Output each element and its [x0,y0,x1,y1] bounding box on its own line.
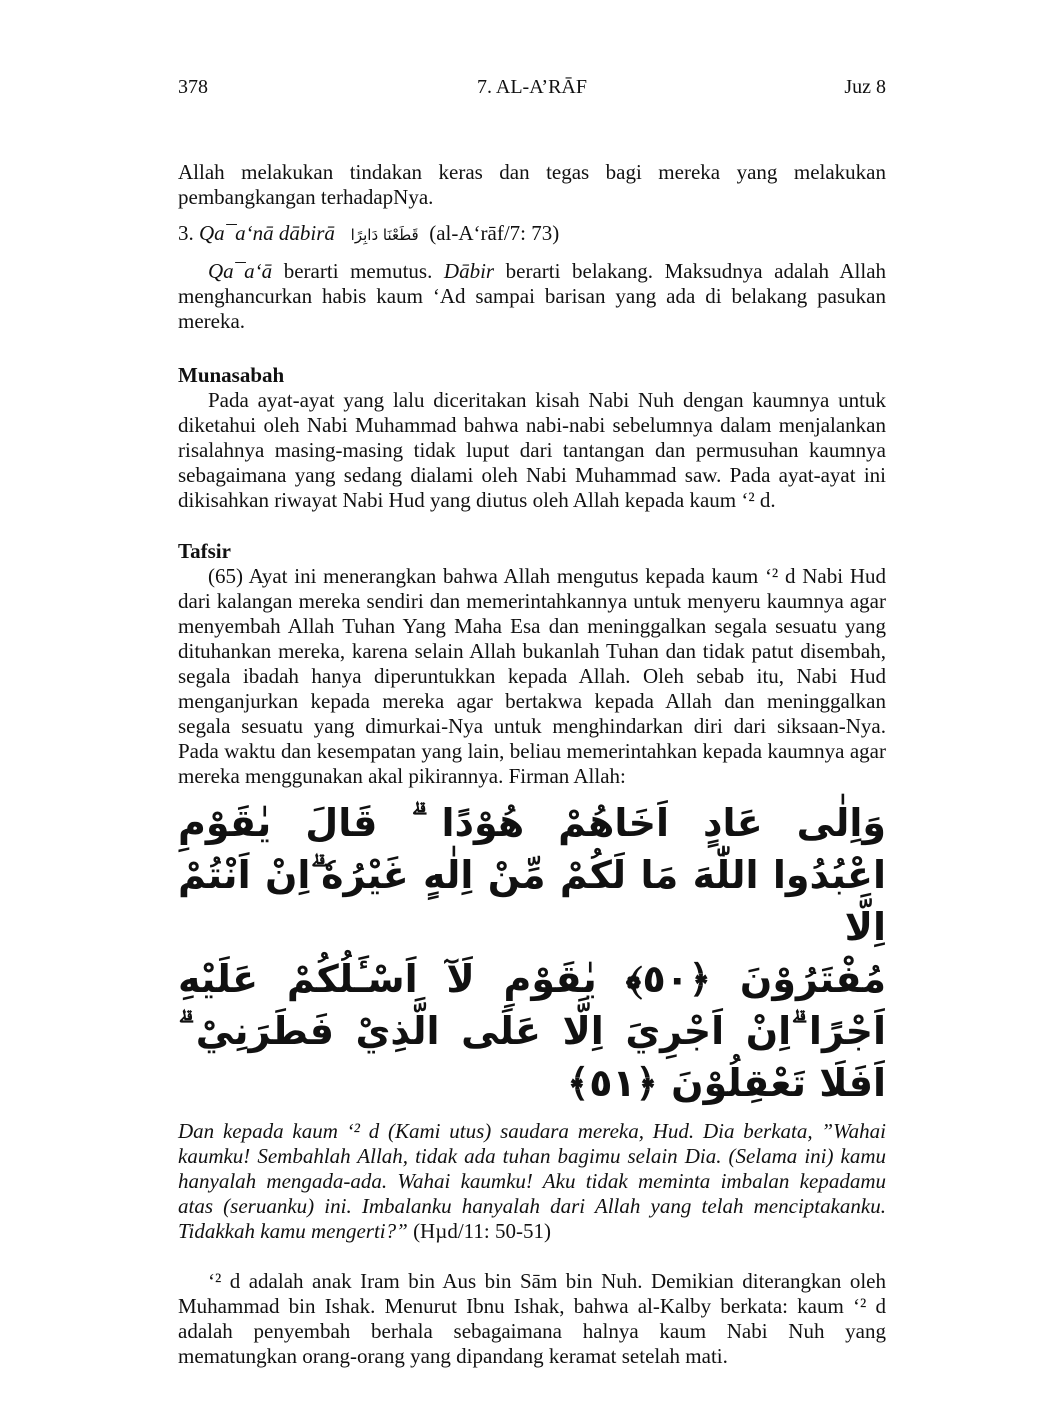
section-heading-munasabah: Munasabah [178,363,285,387]
juz-label: Juz 8 [844,76,886,98]
translation-text: Dan kepada kaum ‘² d (Kami utus) saudara mereka, Hud. Dia berkata, ”Wahai kaumku! Sembahlah Allah, tidak ada tuhan bagimu selain Dia. (Selama ini) kamu hanyalah mengada-ada. Wahai kaumku! Aku tidak meminta imbalan kepadamu atas (seruanku) ini. Imbalanku hanyalah dari Allah yang telah menciptakanku. Tidakkah kamu mengerti?” [178,1119,886,1243]
text: berarti memutus. [272,259,444,283]
verse-reference: (al-A‘rāf/7: 73) [429,221,560,245]
vocab-item-3 [178,221,886,248]
term: Dābir [443,259,495,283]
verse-translation [178,1119,886,1244]
arabic-line: وَاِلٰى عَادٍ اَخَاهُمْ هُوْدًا ۗ قَالَ يٰقَوْمِ اعْبُدُوا اللّٰهَ مَا لَكُمْ مِّنْ اِلٰهٍ غَيْرُهٗ ۗاِنْ اَنْتُمْ اِلَّا [178,801,886,949]
arabic-line: مُفْتَرُوْنَ ﴿٥٠﴾ يٰقَوْمِ لَآ اَسْـَٔلُكُمْ عَلَيْهِ اَجْرًا ۗاِنْ اَجْرِيَ اِلَّا عَلَى الَّذِيْ فَطَرَنِيْ ۗ [178,957,886,1053]
page-header [178,76,886,102]
arabic-term: قَطَعْنَا دَابِرًا [350,226,419,244]
paragraph: Allah melakukan tindakan keras dan tegas bagi mereka yang melakukan pembangkangan terhadapNya. [178,160,886,209]
page-number: 378 [178,76,208,98]
paragraph: (65) Ayat ini menerangkan bahwa Allah mengutus kepada kaum ‘² d Nabi Hud dari kalangan mereka sendiri dan memerintahkannya untuk menyeru kaumnya agar menyembah Allah Tuhan Yang Maha Esa dan meninggalkan segala sesuatu yang dituhankan mereka, karena selain Allah bukanlah Tuhan dan tidak patut disembah, segala ibadah hanya diperuntukkan kepada Allah. Oleh sebab itu, Nabi Hud menganjurkan kepada mereka agar bertakwa kepada Allah dan meninggalkan segala sesuatu yang dimurkai-Nya untuk menghindarkan diri dari siksaan-Nya. Pada waktu dan kesempatan yang lain, beliau memerintahkan kepada kaumnya agar mereka menggunakan akal pikirannya. Firman Allah: [178,564,886,788]
arabic-verse [178,797,886,1109]
section-heading-tafsir: Tafsir [178,539,231,563]
chapter-title: 7. AL-A’RĀF [476,76,587,98]
text: berarti belakang. Maksudnya adalah Allah menghancurkan habis kaum ‘Ad sampai barisan yang ada di belakang pasukan mereka. [178,259,887,333]
page-body [178,160,886,1369]
paragraph: ‘² d adalah anak Iram bin Aus bin Sām bin Nuh. Demikian diterangkan oleh Muhammad bin Ishak. Menurut Ibnu Ishak, bahwa al-Kalby berkata: kaum ‘² d adalah penyembah berhala sebagaimana halnya kaum Nabi Nuh yang mematungkan orang-orang yang dipandang keramat setelah mati. [178,1269,886,1368]
item-number: 3. [178,221,199,245]
transliteration: Qa¯a‘nā dābirā [199,221,335,245]
paragraph [178,259,886,334]
arabic-line: اَفَلَا تَعْقِلُوْنَ ﴿٥١﴾ [567,1061,886,1105]
verse-reference: (Hµd/11: 50-51) [407,1219,551,1243]
term: Qa¯a‘ā [208,259,273,283]
paragraph: Pada ayat-ayat yang lalu diceritakan kisah Nabi Nuh dengan kaumnya untuk diketahui oleh Nabi Muhammad bahwa nabi-nabi sebelumnya dalam menjalankan risalahnya masing-masing tidak luput dari tantangan dan permusuhan kaumnya sebagaimana yang sedang dialami oleh Nabi Muhammad saw. Pada ayat-ayat ini dikisahkan riwayat Nabi Hud yang diutus oleh Allah kepada kaum ‘² d. [178,388,886,512]
